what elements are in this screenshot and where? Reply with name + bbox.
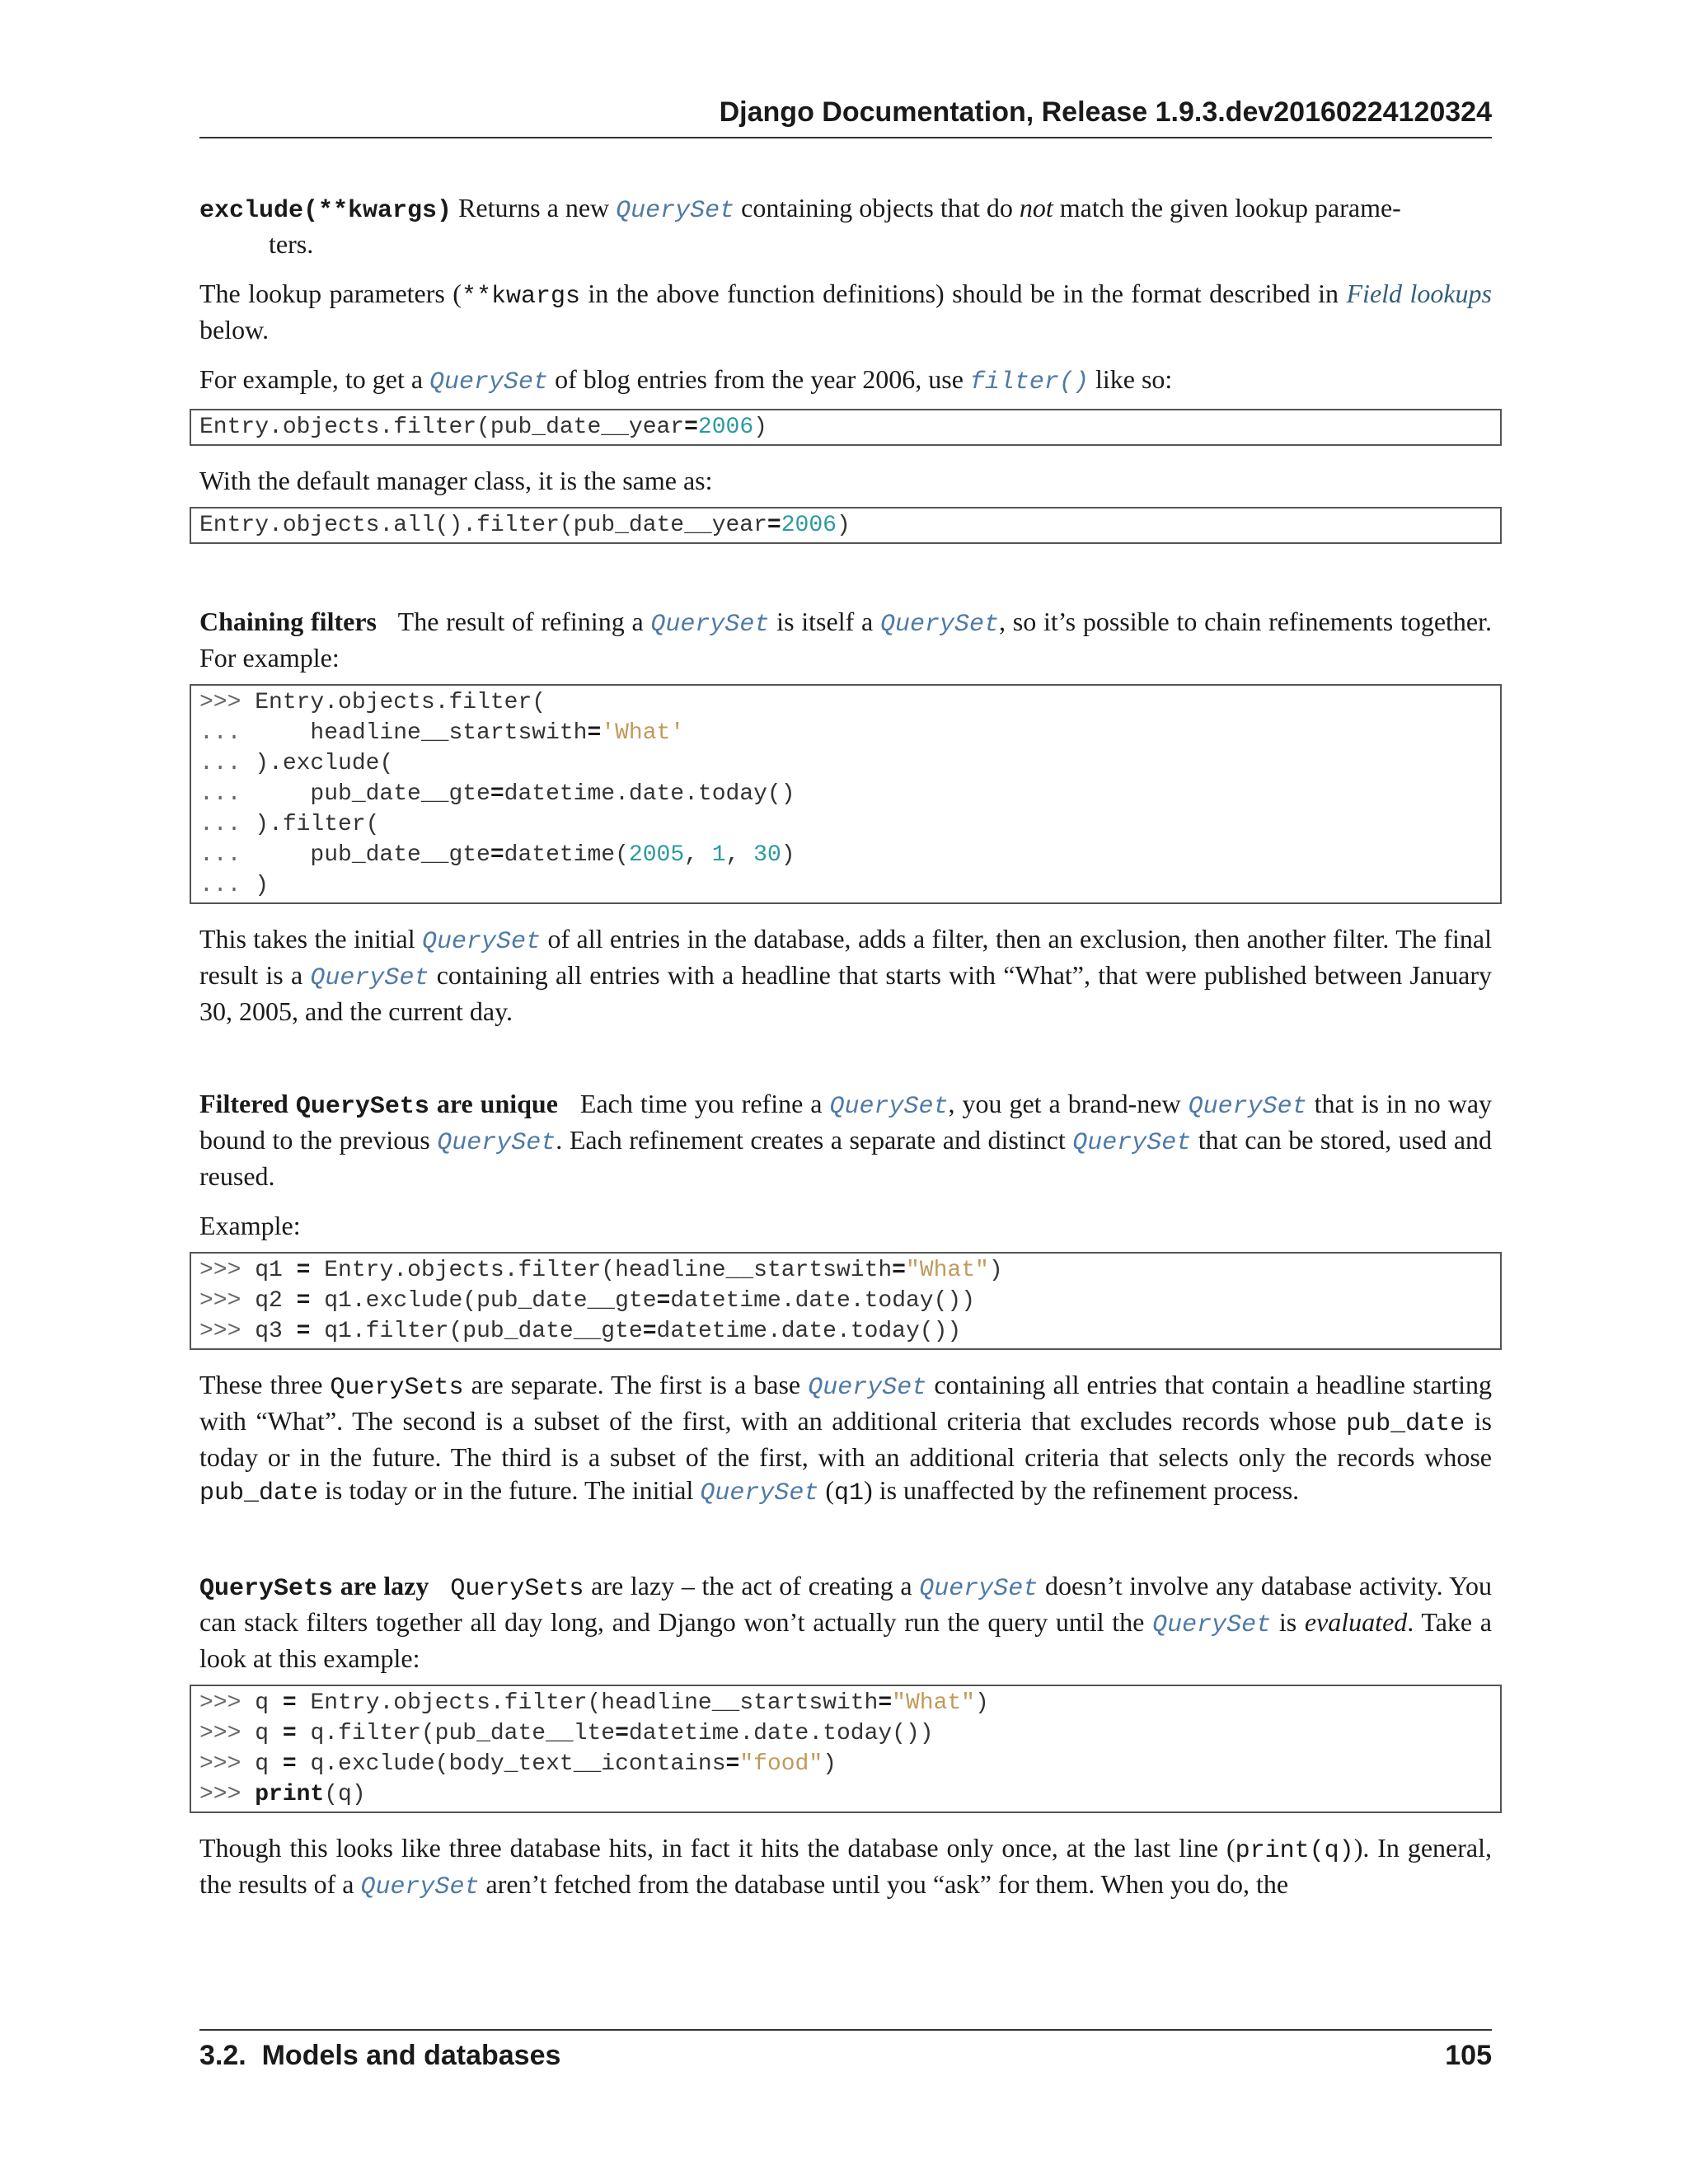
code-token: pub_date__gte: [310, 781, 490, 807]
main-content: [199, 191, 1492, 1920]
code-string: 'What': [601, 720, 685, 746]
emphasis-not: not: [1019, 193, 1053, 223]
filter-link[interactable]: filter(): [969, 368, 1089, 396]
code-token: ).exclude(: [255, 751, 394, 776]
section-gap: [199, 1526, 1492, 1569]
text-run: is today or in the future. The initial: [318, 1475, 701, 1505]
code-operator: =: [490, 842, 504, 868]
code-operator: =: [767, 513, 781, 538]
code-token: Entry.objects.filter(: [255, 690, 546, 715]
code-prompt: >>>: [199, 1782, 256, 1807]
code-token: ,: [725, 842, 754, 868]
text-run: ). In general, the results of a: [199, 1833, 1493, 1899]
exclude-signature: exclude(**kwargs): [199, 197, 452, 225]
code-string: "What": [905, 1258, 989, 1283]
code-prompt: >>>: [199, 1319, 256, 1344]
code-string: "food": [739, 1751, 823, 1777]
queryset-link[interactable]: QuerySet: [616, 197, 735, 225]
text-run: below.: [199, 315, 270, 344]
code-operator: =: [282, 1751, 297, 1777]
text-run: . Take a look at this example:: [199, 1607, 1493, 1673]
code-token: q: [255, 1690, 283, 1716]
title-text: are lazy: [333, 1571, 429, 1601]
section-gap: [199, 562, 1492, 605]
code-token: ): [823, 1751, 837, 1777]
though-paragraph: [199, 1831, 1492, 1904]
code-token: q.exclude(body_text__icontains: [296, 1751, 726, 1777]
code-prompt: >>>: [199, 1721, 256, 1746]
text-run: With the default manager class, it is the same as:: [199, 466, 713, 495]
queryset-link[interactable]: QuerySet: [360, 1873, 480, 1901]
page-number: 105: [1445, 2040, 1492, 2071]
text-run: are lazy – the act of creating a: [584, 1571, 920, 1601]
text-run: are separate. The first is a base: [463, 1370, 809, 1399]
queryset-link[interactable]: QuerySet: [700, 1479, 819, 1507]
title-code: QuerySets: [199, 1575, 334, 1603]
code-operator: =: [282, 1721, 297, 1746]
code-prompt: >>>: [199, 1751, 256, 1777]
code-block-lazy: [190, 1685, 1502, 1813]
inline-code-kwargs: **kwargs: [461, 283, 580, 311]
exclude-definition: [199, 191, 1492, 260]
title-code: QuerySets: [295, 1093, 429, 1121]
text-run: , you get a brand-new: [948, 1089, 1189, 1118]
code-operator: =: [587, 720, 602, 746]
code-token: Entry.objects.filter(pub_date__year: [199, 415, 685, 440]
takes-initial-paragraph: [199, 922, 1492, 1028]
code-prompt: >>>: [199, 1288, 256, 1314]
code-token: pub_date__gte: [310, 842, 490, 868]
code-number: 2006: [781, 513, 837, 538]
code-block-all-filter: [190, 507, 1502, 544]
inline-code: QuerySets: [330, 1374, 464, 1402]
text-run: Though this looks like three database hits, in fact it hits the database only once, at the last line (: [199, 1833, 1236, 1863]
inline-code: QuerySets: [450, 1575, 584, 1603]
code-block-chaining: [190, 684, 1502, 904]
document-page: [199, 0, 1492, 2184]
text-run: in the above function definitions) should be in the format described in: [579, 279, 1347, 308]
inline-code: print(q): [1235, 1837, 1354, 1865]
text-run: aren’t fetched from the database until you “ask” for them. When you do, the: [479, 1869, 1289, 1899]
queryset-link[interactable]: QuerySet: [437, 1129, 556, 1157]
code-keyword: print: [255, 1782, 325, 1807]
code-token: ): [975, 1690, 989, 1716]
code-token: Entry.objects.all().filter(pub_date__year: [199, 513, 767, 538]
text-run: is: [1271, 1607, 1305, 1637]
example-label: [199, 1209, 1492, 1242]
field-lookups-link[interactable]: Field lookups: [1346, 279, 1493, 308]
text-run: Returns a new: [452, 193, 617, 223]
queryset-link[interactable]: QuerySet: [310, 964, 429, 992]
code-prompt: ...: [199, 873, 256, 898]
text-run: that is in no way bound to the previous: [199, 1089, 1493, 1155]
queryset-link[interactable]: QuerySet: [422, 928, 542, 956]
default-manager-paragraph: [199, 464, 1492, 497]
filtered-unique-paragraph: [199, 1087, 1492, 1193]
inline-code: q1: [834, 1479, 865, 1507]
code-token: q.filter(pub_date__lte: [296, 1721, 616, 1746]
title-text: Filtered: [199, 1089, 296, 1118]
code-token: ): [836, 513, 851, 538]
header-title: Django Documentation, Release 1.9.3.dev20160224120324: [719, 96, 1492, 128]
code-prompt: ...: [199, 842, 311, 868]
code-token: datetime.date.today()): [628, 1721, 934, 1746]
emphasis-evaluated: evaluated: [1304, 1607, 1408, 1637]
lookup-paragraph: [199, 277, 1492, 346]
code-token: datetime.date.today()): [670, 1288, 976, 1314]
querysets-lazy-paragraph: [199, 1569, 1492, 1675]
queryset-link[interactable]: QuerySet: [808, 1374, 927, 1402]
text-run: [429, 1571, 450, 1601]
code-token: q1.filter(pub_date__gte: [310, 1319, 643, 1344]
code-token: q1: [255, 1258, 297, 1283]
inline-code: pub_date: [1346, 1410, 1465, 1438]
text-run: match the given lookup parame-: [1053, 193, 1401, 223]
code-token: ).filter(: [255, 812, 380, 837]
three-querysets-paragraph: [199, 1368, 1492, 1510]
code-prompt: >>>: [199, 690, 256, 715]
text-run: (: [818, 1475, 835, 1505]
queryset-link[interactable]: QuerySet: [429, 368, 549, 396]
text-run: , so it’s possible to chain refinements together. For example:: [199, 607, 1493, 673]
code-operator: =: [296, 1258, 311, 1283]
text-run: Each time you refine a: [557, 1089, 830, 1118]
code-operator: =: [656, 1288, 671, 1314]
text-run: containing all entries with a headline that starts with “What”, that were published between January 30, 2005, and the current day.: [199, 960, 1493, 1026]
text-run: Example:: [199, 1211, 301, 1240]
queryset-link[interactable]: QuerySet: [1188, 1093, 1307, 1121]
code-block-q1-q3: [190, 1252, 1502, 1350]
title-text: are unique: [429, 1089, 558, 1118]
queryset-link[interactable]: QuerySet: [1152, 1611, 1272, 1639]
code-operator: =: [878, 1690, 893, 1716]
code-token: q2: [255, 1288, 297, 1314]
chaining-filters-paragraph: [199, 605, 1492, 674]
code-token: ): [988, 1258, 1003, 1283]
code-token: q: [255, 1751, 283, 1777]
code-number: 2006: [697, 415, 754, 440]
example-paragraph: [199, 363, 1492, 399]
code-operator: =: [296, 1319, 311, 1344]
text-run: containing objects that do: [734, 193, 1020, 223]
code-token: q1.exclude(pub_date__gte: [310, 1288, 657, 1314]
code-token: datetime.date.today(): [504, 781, 795, 807]
code-operator: =: [892, 1258, 906, 1283]
text-run: of all entries in the database, adds a filter, then an exclusion, then another filter. The final result is a: [199, 924, 1493, 990]
text-run: ) is unaffected by the refinement process.: [864, 1475, 1300, 1505]
code-token: datetime.date.today()): [656, 1319, 962, 1344]
queryset-link[interactable]: QuerySet: [879, 611, 999, 639]
text-run: . Each refinement creates a separate and distinct: [556, 1125, 1073, 1155]
section-gap: [199, 1044, 1492, 1087]
code-prompt: >>>: [199, 1690, 256, 1716]
code-operator: =: [490, 781, 504, 807]
code-prompt: ...: [199, 751, 256, 776]
code-number: 2005: [628, 842, 685, 868]
code-string: "What": [892, 1690, 975, 1716]
code-token: headline__startswith: [310, 720, 588, 746]
code-prompt: ...: [199, 781, 311, 807]
code-token: ,: [684, 842, 712, 868]
querysets-lazy-title: [199, 1571, 429, 1601]
code-token: ): [753, 415, 767, 440]
queryset-link[interactable]: QuerySet: [919, 1575, 1039, 1603]
running-header: [199, 92, 1492, 138]
running-footer: [199, 2029, 1492, 2075]
text-run: of blog entries from the year 2006, use: [548, 364, 970, 394]
code-token: Entry.objects.filter(headline__startswith: [310, 1258, 893, 1283]
code-token: (q): [324, 1782, 366, 1807]
code-prompt: ...: [199, 720, 311, 746]
code-block-filter: [190, 409, 1502, 446]
text-run: is itself a: [769, 607, 880, 636]
text-run: containing all entries that contain a headline starting with “What”. The second is a subset of the first, with an additional criteria that excludes records whose: [199, 1370, 1493, 1436]
code-prompt: ...: [199, 812, 256, 837]
filtered-unique-title: [199, 1089, 558, 1121]
text-run: like so:: [1088, 364, 1173, 394]
code-token: datetime(: [504, 842, 629, 868]
code-number: 30: [753, 842, 781, 868]
queryset-link[interactable]: QuerySet: [829, 1093, 949, 1121]
code-token: ): [255, 873, 270, 898]
text-run: These three: [199, 1370, 331, 1399]
queryset-link[interactable]: QuerySet: [1072, 1129, 1192, 1157]
text-run: that can be stored, used and reused.: [199, 1125, 1493, 1191]
text-run: The lookup parameters (: [199, 279, 462, 308]
code-operator: =: [296, 1288, 311, 1314]
code-token: Entry.objects.filter(headline__startswith: [296, 1690, 879, 1716]
text-run: ters.: [269, 229, 314, 259]
inline-code: pub_date: [199, 1479, 319, 1507]
code-operator: =: [684, 415, 698, 440]
code-operator: =: [725, 1751, 740, 1777]
code-prompt: >>>: [199, 1258, 256, 1283]
text-run: The result of refining a: [376, 607, 651, 636]
code-token: ): [781, 842, 795, 868]
code-token: q3: [255, 1319, 297, 1344]
code-number: 1: [711, 842, 726, 868]
text-run: doesn’t involve any database activity. You can stack filters together all day long, and Django won’t actually run the query until the: [199, 1571, 1492, 1637]
code-operator: =: [642, 1319, 657, 1344]
queryset-link[interactable]: QuerySet: [650, 611, 770, 639]
code-operator: =: [615, 1721, 629, 1746]
text-run: This takes the initial: [199, 924, 423, 954]
code-token: q: [255, 1721, 283, 1746]
text-run: is today or in the future. The third is a subset of the first, with an additional criteria that selects only the records whose: [199, 1406, 1493, 1472]
text-run: For example, to get a: [199, 364, 430, 394]
chaining-filters-title: Chaining filters: [199, 607, 377, 636]
code-operator: =: [282, 1690, 297, 1716]
footer-section: 3.2. Models and databases: [199, 2040, 561, 2071]
